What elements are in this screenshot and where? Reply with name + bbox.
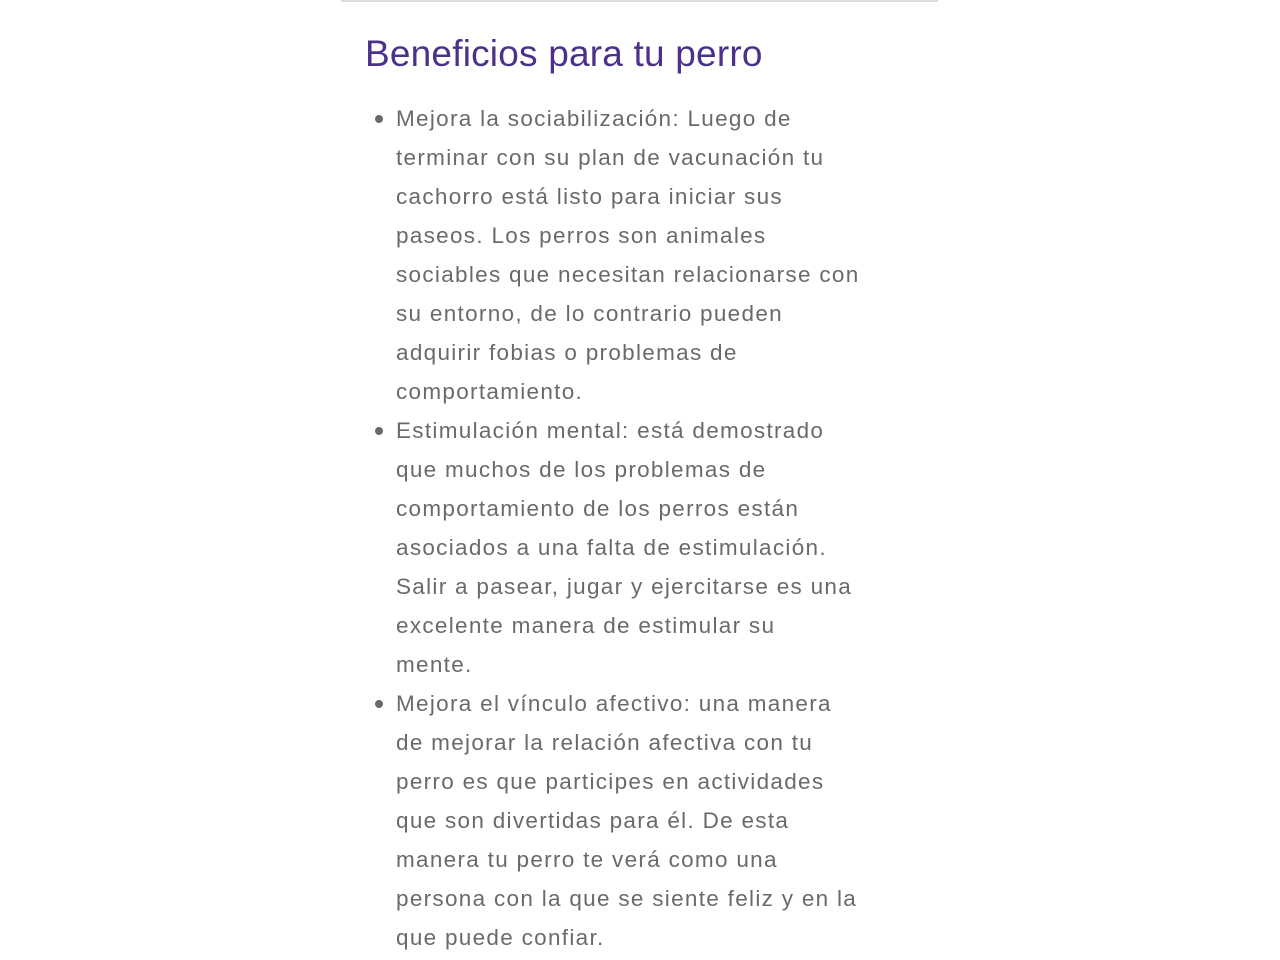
benefit-line: adquirir fobias o problemas de	[396, 340, 738, 365]
benefit-line: Salir a pasear, jugar y ejercitarse es una	[396, 574, 853, 599]
article-column	[341, 0, 938, 960]
benefit-line: comportamiento.	[396, 379, 584, 404]
benefits-list	[396, 99, 926, 957]
benefit-line: persona con la que se siente feliz y en la	[396, 886, 858, 911]
benefit-line: mente.	[396, 652, 473, 677]
divider	[341, 0, 938, 2]
benefit-line: que son divertidas para él. De esta	[396, 808, 790, 833]
bullet-icon	[375, 700, 383, 708]
benefit-estimulacion	[396, 411, 926, 684]
benefit-line: su entorno, de lo contrario pueden	[396, 301, 783, 326]
benefit-line: Estimulación mental: está demostrado	[396, 418, 825, 443]
benefit-line: comportamiento de los perros están	[396, 496, 800, 521]
section-title: Beneficios para tu perro	[365, 33, 763, 74]
benefit-line: perro es que participes en actividades	[396, 769, 825, 794]
benefit-vinculo	[396, 684, 926, 957]
benefit-line: cachorro está listo para iniciar sus	[396, 184, 783, 209]
benefit-line: excelente manera de estimular su	[396, 613, 776, 638]
benefit-line: terminar con su plan de vacunación tu	[396, 145, 825, 170]
benefit-line: sociables que necesitan relacionarse con	[396, 262, 860, 287]
benefit-line: asociados a una falta de estimulación.	[396, 535, 827, 560]
benefit-line: Mejora el vínculo afectivo: una manera	[396, 691, 832, 716]
benefit-line: manera tu perro te verá como una	[396, 847, 778, 872]
benefit-line: que muchos de los problemas de	[396, 457, 767, 482]
bullet-icon	[375, 427, 383, 435]
benefit-line: de mejorar la relación afectiva con tu	[396, 730, 814, 755]
benefit-line: paseos. Los perros son animales	[396, 223, 767, 248]
benefit-line: Mejora la sociabilización: Luego de	[396, 106, 792, 131]
benefit-sociabilizacion	[396, 99, 926, 411]
bullet-icon	[375, 115, 383, 123]
benefit-line: que puede confiar.	[396, 925, 605, 950]
